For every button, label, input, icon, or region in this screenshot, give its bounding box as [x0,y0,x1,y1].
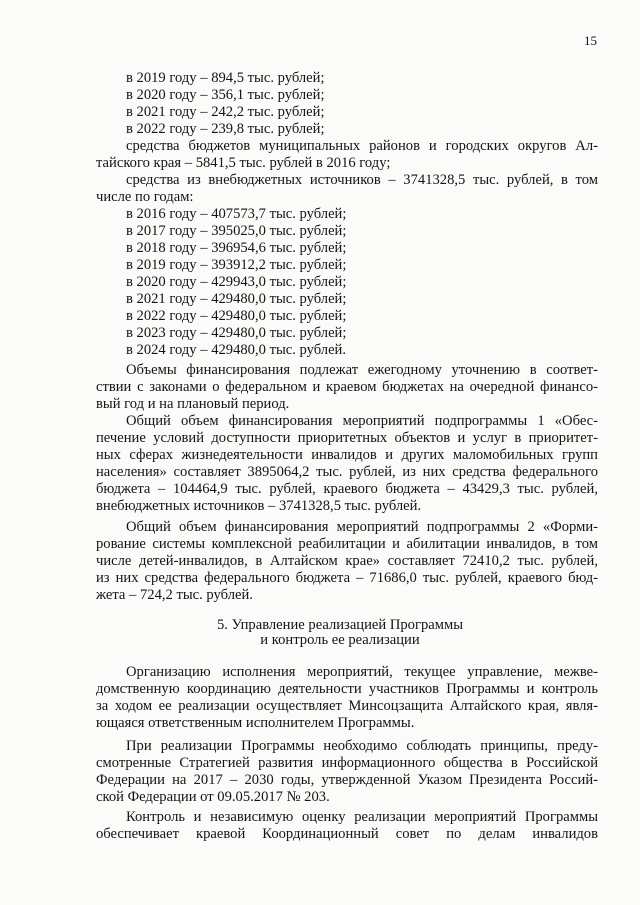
text-line: ных сферах жизнедеятельности инвалидов и других маломобильных групп [96,447,598,463]
text-line: в 2020 году – 356,1 тыс. рублей; [126,87,325,103]
text-line: ющаяся ответственным исполнителем Программы. [96,715,415,731]
text-line: При реализации Программы необходимо соблюдать принципы, преду- [126,738,598,754]
text-line: в 2019 году – 393912,2 тыс. рублей; [126,257,347,273]
text-line: в 2022 году – 239,8 тыс. рублей; [126,121,325,137]
text-line: в 2016 году – 407573,7 тыс. рублей; [126,206,347,222]
text-line: в 2021 году – 429480,0 тыс. рублей; [126,291,347,307]
section-heading-line-1: 5. Управление реализацией Программы [216,617,464,633]
text-line: внебюджетных источников – 3741328,5 тыс. рублей. [96,498,422,514]
text-line: Контроль и независимую оценку реализации мероприятий Программы [126,809,598,825]
text-line: тайского края – 5841,5 тыс. рублей в 2016 году; [96,155,391,171]
text-line: в 2018 году – 396954,6 тыс. рублей; [126,240,347,256]
text-line: обеспечивает краевой Координационный совет по делам инвалидов [96,826,598,842]
text-line: средства из внебюджетных источников – 3741328,5 тыс. рублей, в том [126,172,598,188]
text-line: печение условий доступности приоритетных объектов и услуг в приоритет- [96,430,598,446]
text-line: рование системы комплексной реабилитации и абилитации инвалидов, в том [96,536,598,552]
text-line: в 2017 году – 395025,0 тыс. рублей; [126,223,347,239]
page-number: 15 [584,33,597,48]
text-line: из них средства федерального бюджета – 71686,0 тыс. рублей, краевого бюд- [96,570,598,586]
text-line: за ходом ее реализации осуществляет Минсоцзащита Алтайского края, явля- [96,698,598,714]
text-line: в 2019 году – 894,5 тыс. рублей; [126,70,325,86]
text-line: бюджета – 104464,9 тыс. рублей, краевого бюджета – 43429,3 тыс. рублей, [96,481,598,497]
text-line: Объемы финансирования подлежат ежегодному уточнению в соответ- [126,362,598,378]
text-line: в 2021 году – 242,2 тыс. рублей; [126,104,325,120]
text-line: Общий объем финансирования мероприятий подпрограммы 2 «Форми- [126,519,598,535]
text-line: вый год и на плановый период. [96,396,290,412]
text-line: Федерации на 2017 – 2030 годы, утвержденной Указом Президента Россий- [96,772,598,788]
text-line: домственную координацию деятельности участников Программы и контроль [96,681,598,697]
text-line: в 2024 году – 429480,0 тыс. рублей. [126,342,347,358]
text-line: числе детей-инвалидов, в Алтайском крае» составляет 72410,2 тыс. рублей, [96,553,598,569]
text-line: в 2023 году – 429480,0 тыс. рублей; [126,325,347,341]
text-line: числе по годам: [96,189,194,205]
text-line: жета – 724,2 тыс. рублей. [96,587,253,603]
text-line: смотренные Стратегией развития информационного общества в Российской [96,755,598,771]
text-line: населения» составляет 3895064,2 тыс. рублей, из них средства федерального [96,464,598,480]
text-line: в 2020 году – 429943,0 тыс. рублей; [126,274,347,290]
text-line: Общий объем финансирования мероприятий подпрограммы 1 «Обес- [126,413,598,429]
text-line: ствии с законами о федеральном и краевом бюджетах на очередной финансо- [96,379,598,395]
text-line: в 2022 году – 429480,0 тыс. рублей; [126,308,347,324]
text-line: средства бюджетов муниципальных районов и городских округов Ал- [126,138,598,154]
text-line: ской Федерации от 09.05.2017 № 203. [96,789,330,805]
section-heading-line-2: и контроль ее реализации [260,632,420,648]
text-line: Организацию исполнения мероприятий, текущее управление, межве- [126,664,598,680]
